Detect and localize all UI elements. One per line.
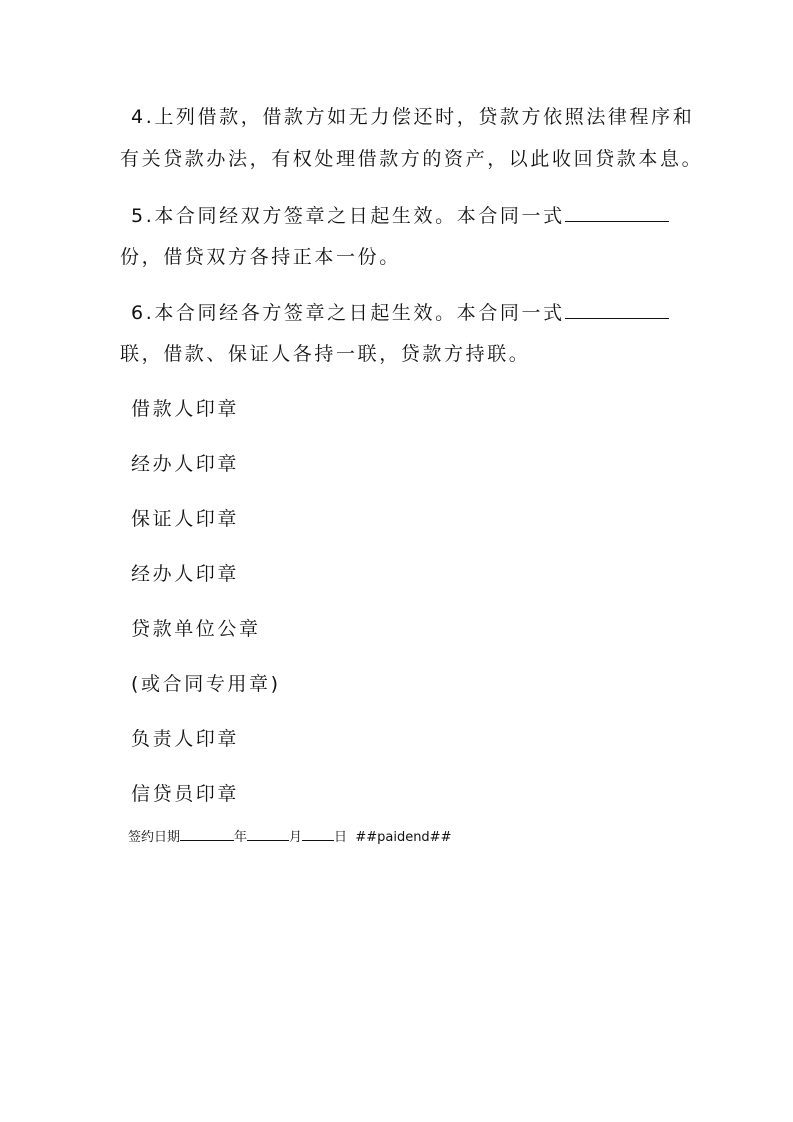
clause-4-line-1: 4.上列借款，借款方如无力偿还时，贷款方依照法律程序和: [131, 106, 695, 128]
year-label: 年: [234, 830, 248, 845]
year-blank: [180, 828, 234, 841]
signature-contract-seal-note: (或合同专用章): [131, 673, 281, 695]
clause-6-text: 6.本合同经各方签章之日起生效。本合同一式: [131, 302, 565, 324]
signature-lender-seal: 贷款单位公章: [131, 618, 261, 640]
clause-6-line-2: 联，借款、保证人各持一联，贷款方持联。: [120, 343, 531, 365]
clause-4-line-2: 有关贷款办法，有权处理借款方的资产，以此收回贷款本息。: [120, 148, 704, 170]
clause-5-line-1: [131, 201, 691, 230]
copies-blank: [565, 298, 669, 319]
signature-handler-seal: 经办人印章: [131, 453, 240, 475]
month-blank: [247, 828, 289, 841]
paid-end-marker: ##paidend##: [355, 830, 452, 845]
clause-5-line-2: 份，借贷双方各持正本一份。: [120, 246, 401, 268]
month-label: 月: [289, 830, 303, 845]
day-label: 日: [334, 830, 348, 845]
signing-date-line: [128, 828, 451, 847]
clause-6-line-1: [131, 298, 691, 327]
signature-guarantor-seal: 保证人印章: [131, 508, 240, 530]
signing-date-label: 签约日期: [128, 830, 181, 845]
clause-5-text: 5.本合同经双方签章之日起生效。本合同一式: [131, 205, 565, 227]
signature-credit-officer-seal: 信贷员印章: [131, 783, 240, 805]
signature-principal-seal: 负责人印章: [131, 728, 240, 750]
copies-blank: [565, 201, 669, 222]
day-blank: [302, 828, 334, 841]
signature-borrower-seal: 借款人印章: [131, 398, 240, 420]
signature-handler-seal-2: 经办人印章: [131, 563, 240, 585]
